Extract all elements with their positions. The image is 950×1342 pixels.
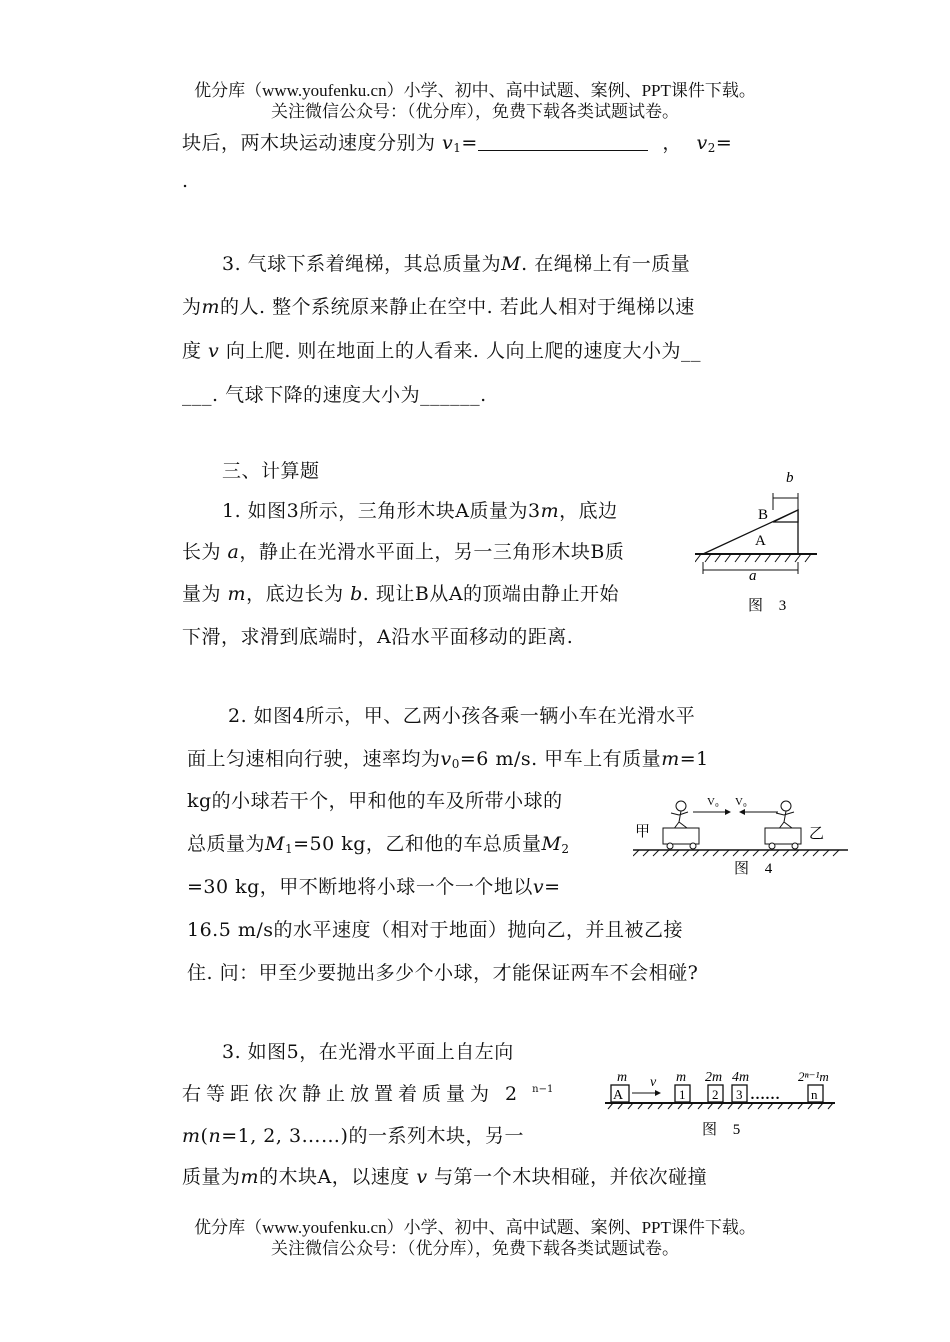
v2-subscript: 2 (707, 141, 716, 155)
c1-line-2 (182, 537, 624, 564)
fig5-label-m1: m (676, 1070, 687, 1085)
figure-4 (633, 788, 850, 880)
c1-text: ，静止在光滑水平面上，另一三角形木块B质 (239, 541, 625, 563)
c2-line-2 (187, 744, 709, 771)
fig4-caption: 图 4 (734, 861, 779, 877)
q3-mass-m: m (201, 296, 221, 318)
fig4-v0-right: V₀ (735, 796, 747, 808)
comma: ， (662, 132, 682, 154)
q3-speed-v: v (208, 340, 220, 362)
c2-text: =1 (679, 748, 709, 770)
c3-text: 右等距依次静止放置着质量为 2 (182, 1083, 523, 1105)
c2-text: =30 kg，甲不断地将小球一个一个地以 (187, 876, 533, 898)
c2-subscript: 0 (451, 757, 460, 771)
c2-line-7: 住. 问：甲至少要抛出多少个小球，才能保证两车不会相碰? (187, 962, 699, 984)
c1-text: 量为 (182, 583, 228, 605)
fig5-arrowhead (655, 1090, 661, 1096)
c1-line-4: 下滑，求滑到底端时，A沿水平面移动的距离. (182, 626, 574, 648)
fig4-hatching (633, 850, 839, 856)
c3-text: =1, 2, 3……)的一系列木块，另一 (221, 1125, 524, 1147)
child-yi-head (781, 801, 791, 811)
c2-speed-v: v (532, 876, 545, 898)
fig4-label-yi: 乙 (809, 826, 825, 842)
c2-text: =50 kg，乙和他的车总质量 (293, 833, 542, 855)
fig5-label-n: n (811, 1087, 818, 1102)
v1-symbol: v (442, 132, 454, 154)
c2-mass-M2: M (541, 833, 562, 855)
continuation-text: 块后，两木块运动速度分别为 (182, 132, 443, 154)
q3-line-2 (182, 292, 695, 319)
c3-line-1: 3. 如图5，在光滑水平面上自左向 (222, 1041, 514, 1063)
v1-equals: = (461, 132, 478, 154)
c2-text: 面上匀速相向行驶，速率均为 (187, 748, 441, 770)
child-jia-head (676, 801, 686, 811)
cart-jia-wheel (690, 843, 696, 849)
fig5-label-m2: 2m (705, 1070, 723, 1085)
q3-line-3 (182, 336, 701, 363)
footer-line-2: 关注微信公众号：（优分库），免费下载各类试题试卷。 (271, 1239, 679, 1258)
c3-line-2 (182, 1079, 553, 1106)
fig4-arrowhead (725, 809, 731, 815)
fig3-label-b: b (786, 470, 794, 486)
q3-text: 的人. 整个系统原来静止在空中. 若此人相对于绳梯以速 (220, 296, 695, 318)
c1-line-1 (222, 496, 618, 523)
fig3-hatching (695, 554, 811, 562)
fig5-label-2: 2 (712, 1087, 719, 1102)
c1-mass-m: m (227, 583, 247, 605)
c2-line-3: kg的小球若干个，甲和他的车及所带小球的 (187, 790, 563, 812)
c2-text: = (544, 876, 561, 898)
header-line-1: 优分库（www.youfenku.cn）小学、初中、高中试题、案例、PPT课件下载。 (194, 81, 756, 100)
c2-line-4 (187, 829, 570, 856)
fig4-v0-left: V₀ (707, 796, 719, 808)
c3-exponent: n−1 (532, 1084, 554, 1095)
fig3-label-B: B (758, 507, 769, 523)
continuation-line (182, 128, 732, 155)
fig5-label-m3: 4m (732, 1070, 750, 1085)
c1-length-b: b (350, 583, 363, 605)
header-line-2: 关注微信公众号：（优分库），免费下载各类试题试卷。 (271, 102, 679, 121)
answer-blank-v1[interactable] (478, 134, 648, 151)
c1-text: ，底边 (559, 500, 618, 522)
fig5-label-1: 1 (679, 1087, 686, 1102)
fig5-caption: 图 5 (702, 1122, 747, 1138)
c3-text: ( (200, 1125, 209, 1147)
fig5-label-3: 3 (736, 1087, 743, 1102)
cart-yi (765, 828, 801, 844)
c2-line-6: 16.5 m/s的水平速度（相对于地面）抛向乙，并且被乙接 (187, 919, 684, 941)
cart-jia (663, 828, 699, 844)
c2-mass-M1: M (265, 833, 285, 855)
fig5-label-v: v (650, 1075, 657, 1090)
c2-subscript: 1 (284, 842, 294, 856)
q3-line-1 (222, 249, 690, 276)
v2-equals: = (715, 132, 733, 154)
c2-speed-v0: v (440, 748, 452, 770)
c3-text: 质量为 (182, 1166, 241, 1188)
fig5-label-A: A (613, 1088, 624, 1103)
c2-text: 总质量为 (187, 833, 266, 855)
fig3-caption: 图 3 (748, 598, 793, 614)
cart-yi-wheel (769, 843, 775, 849)
fig5-label-m0: m (617, 1070, 628, 1085)
q3-text: 度 (182, 340, 209, 362)
fig5-label-mn: 2ⁿ⁻¹m (798, 1069, 829, 1084)
c1-text: 长为 (182, 541, 228, 563)
c2-line-5 (187, 872, 560, 899)
figure-3 (695, 466, 825, 626)
c1-text: 1. 如图3所示，三角形木块A质量为3 (222, 500, 541, 522)
figure-5 (605, 1064, 837, 1144)
child-yi-body (776, 811, 794, 830)
q3-line-4: ___. 气球下降的速度大小为______. (182, 384, 487, 406)
c3-mass-m: m (182, 1125, 201, 1147)
c3-text: 的木块A，以速度 (259, 1166, 417, 1188)
q3-mass-M: M (501, 253, 522, 275)
c1-length-a: a (227, 541, 240, 563)
cart-yi-wheel (792, 843, 798, 849)
c2-subscript: 2 (561, 842, 570, 856)
fig3-label-A: A (755, 533, 766, 549)
child-jia-body (671, 811, 688, 830)
v2-symbol: v (696, 132, 708, 154)
triangle-B (773, 510, 798, 522)
cart-jia-wheel (667, 843, 673, 849)
continuation-period: . (182, 170, 189, 192)
fig3-label-a: a (749, 568, 757, 584)
c3-text: 与第一个木块相碰，并依次碰撞 (427, 1166, 708, 1188)
c1-text: ，底边长为 (246, 583, 351, 605)
q3-text: 向上爬. 则在地面上的人看来. 人向上爬的速度大小为__ (219, 340, 701, 362)
fig4-label-jia: 甲 (635, 824, 651, 840)
c3-mass-m: m (240, 1166, 260, 1188)
c2-mass-m: m (661, 748, 680, 770)
v1-subscript: 1 (453, 141, 462, 155)
c3-index-n: n (208, 1125, 222, 1147)
section-title: 三、计算题 (222, 460, 320, 482)
c3-line-4 (182, 1162, 707, 1189)
c3-speed-v: v (416, 1166, 428, 1188)
c1-mass-m: m (540, 500, 560, 522)
fig4-arrowhead (739, 809, 745, 815)
c1-line-3 (182, 579, 619, 606)
q3-text: . 在绳梯上有一质量 (521, 253, 691, 275)
c1-text: . 现让B从A的顶端由静止开始 (362, 583, 620, 605)
c3-line-3 (182, 1121, 524, 1148)
footer-line-1: 优分库（www.youfenku.cn）小学、初中、高中试题、案例、PPT课件下载。 (194, 1218, 756, 1237)
fig5-ellipsis: …… (750, 1087, 780, 1103)
q3-text: 3. 气球下系着绳梯，其总质量为 (222, 253, 502, 275)
c2-text: =6 m/s. 甲车上有质量 (459, 748, 662, 770)
q3-text: 为 (182, 296, 202, 318)
c2-line-1: 2. 如图4所示，甲、乙两小孩各乘一辆小车在光滑水平 (228, 705, 696, 727)
